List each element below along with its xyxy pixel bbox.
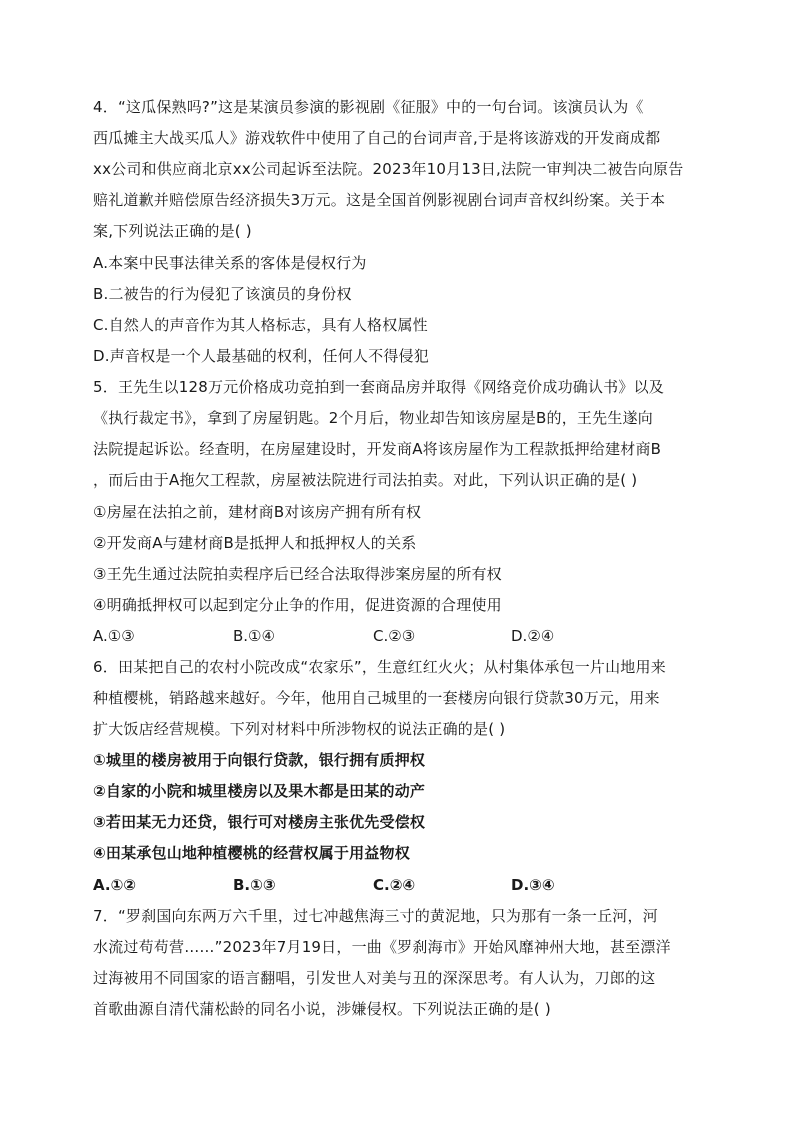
- q4-option-c: C.自然人的声音作为其人格标志，具有人格权属性: [93, 316, 428, 334]
- q6-choice-a: A.①②: [93, 876, 136, 894]
- q5-choice-b: B.①④: [233, 627, 275, 645]
- q5-choice-a: A.①③: [93, 627, 135, 645]
- q6-choice-c: C.②④: [373, 876, 416, 894]
- q4-stem-line-1: 4．“这瓜保熟吗?”这是某演员参演的影视剧《征服》中的一句台词。该演员认为《: [93, 98, 644, 116]
- q6-statement-2: ②自家的小院和城里楼房以及果木都是田某的动产: [93, 782, 426, 800]
- q4-stem-line-2: 西瓜摊主大战买瓜人》游戏软件中使用了自己的台词声音,于是将该游戏的开发商成都: [93, 129, 661, 147]
- q5-statement-3: ③王先生通过法院拍卖程序后已经合法取得涉案房屋的所有权: [93, 565, 502, 583]
- q6-stem-line-3: 扩大饭店经营规模。下列对材料中所涉物权的说法正确的是( ): [93, 720, 506, 738]
- q6-choices: [93, 875, 713, 895]
- q5-choice-c: C.②③: [373, 627, 416, 645]
- q5-stem-line-1: 5．王先生以128万元价格成功竞拍到一套商品房并取得《网络竞价成功确认书》以及: [93, 378, 664, 396]
- q5-stem-line-3: 法院提起诉讼。经查明，在房屋建设时，开发商A将该房屋作为工程款抵押给建材商B: [93, 440, 662, 458]
- q5-statement-2: ②开发商A与建材商B是抵押人和抵押权人的关系: [93, 534, 417, 552]
- q7-stem-line-2: 水流过苟苟营……”2023年7月19日，一曲《罗刹海市》开始风靡神州大地，甚至漂洋: [93, 938, 671, 956]
- q4-stem-line-3: xx公司和供应商北京xx公司起诉至法院。2023年10月13日,法院一审判决二被告向原告: [93, 160, 684, 178]
- q4-stem-line-4: 赔礼道歉并赔偿原告经济损失3万元。这是全国首例影视剧台词声音权纠纷案。关于本: [93, 191, 666, 209]
- q7-stem-line-4: 首歌曲源自清代蒲松龄的同名小说，涉嫌侵权。下列说法正确的是( ): [93, 1000, 551, 1018]
- q4-option-b: B.二被告的行为侵犯了该演员的身份权: [93, 285, 352, 303]
- q5-choices: [93, 626, 713, 646]
- q6-choice-d: D.③④: [511, 876, 555, 894]
- q5-statement-1: ①房屋在法拍之前，建材商B对该房产拥有所有权: [93, 503, 422, 521]
- q6-stem-line-1: 6．田某把自己的农村小院改成“农家乐”，生意红红火火；从村集体承包一片山地用来: [93, 658, 666, 676]
- q6-stem-line-2: 种植樱桃，销路越来越好。今年，他用自己城里的一套楼房向银行贷款30万元，用来: [93, 689, 660, 707]
- q4-option-a: A.本案中民事法律关系的客体是侵权行为: [93, 254, 367, 272]
- q5-statement-4: ④明确抵押权可以起到定分止争的作用，促进资源的合理使用: [93, 596, 502, 614]
- q6-choice-b: B.①③: [233, 876, 276, 894]
- q4-stem-line-5: 案,下列说法正确的是( ): [93, 222, 252, 240]
- q6-statement-1: ①城里的楼房被用于向银行贷款，银行拥有质押权: [93, 751, 426, 769]
- q7-stem-line-3: 过海被用不同国家的语言翻唱，引发世人对美与丑的深深思考。有人认为，刀郎的这: [93, 969, 656, 987]
- q7-stem-line-1: 7．“罗刹国向东两万六千里，过七冲越焦海三寸的黄泥地，只为那有一条一丘河，河: [93, 907, 658, 925]
- q4-option-d: D.声音权是一个人最基础的权利，任何人不得侵犯: [93, 347, 429, 365]
- q5-choice-d: D.②④: [511, 627, 555, 645]
- q5-stem-line-2: 《执行裁定书》，拿到了房屋钥匙。2个月后，物业却告知该房屋是B的，王先生遂向: [93, 409, 653, 427]
- q6-statement-4: ④田某承包山地种植樱桃的经营权属于用益物权: [93, 844, 410, 862]
- q5-stem-line-4: ，而后由于A拖欠工程款，房屋被法院进行司法拍卖。对此，下列认识正确的是( ): [93, 471, 638, 489]
- q6-statement-3: ③若田某无力还贷，银行可对楼房主张优先受偿权: [93, 813, 426, 831]
